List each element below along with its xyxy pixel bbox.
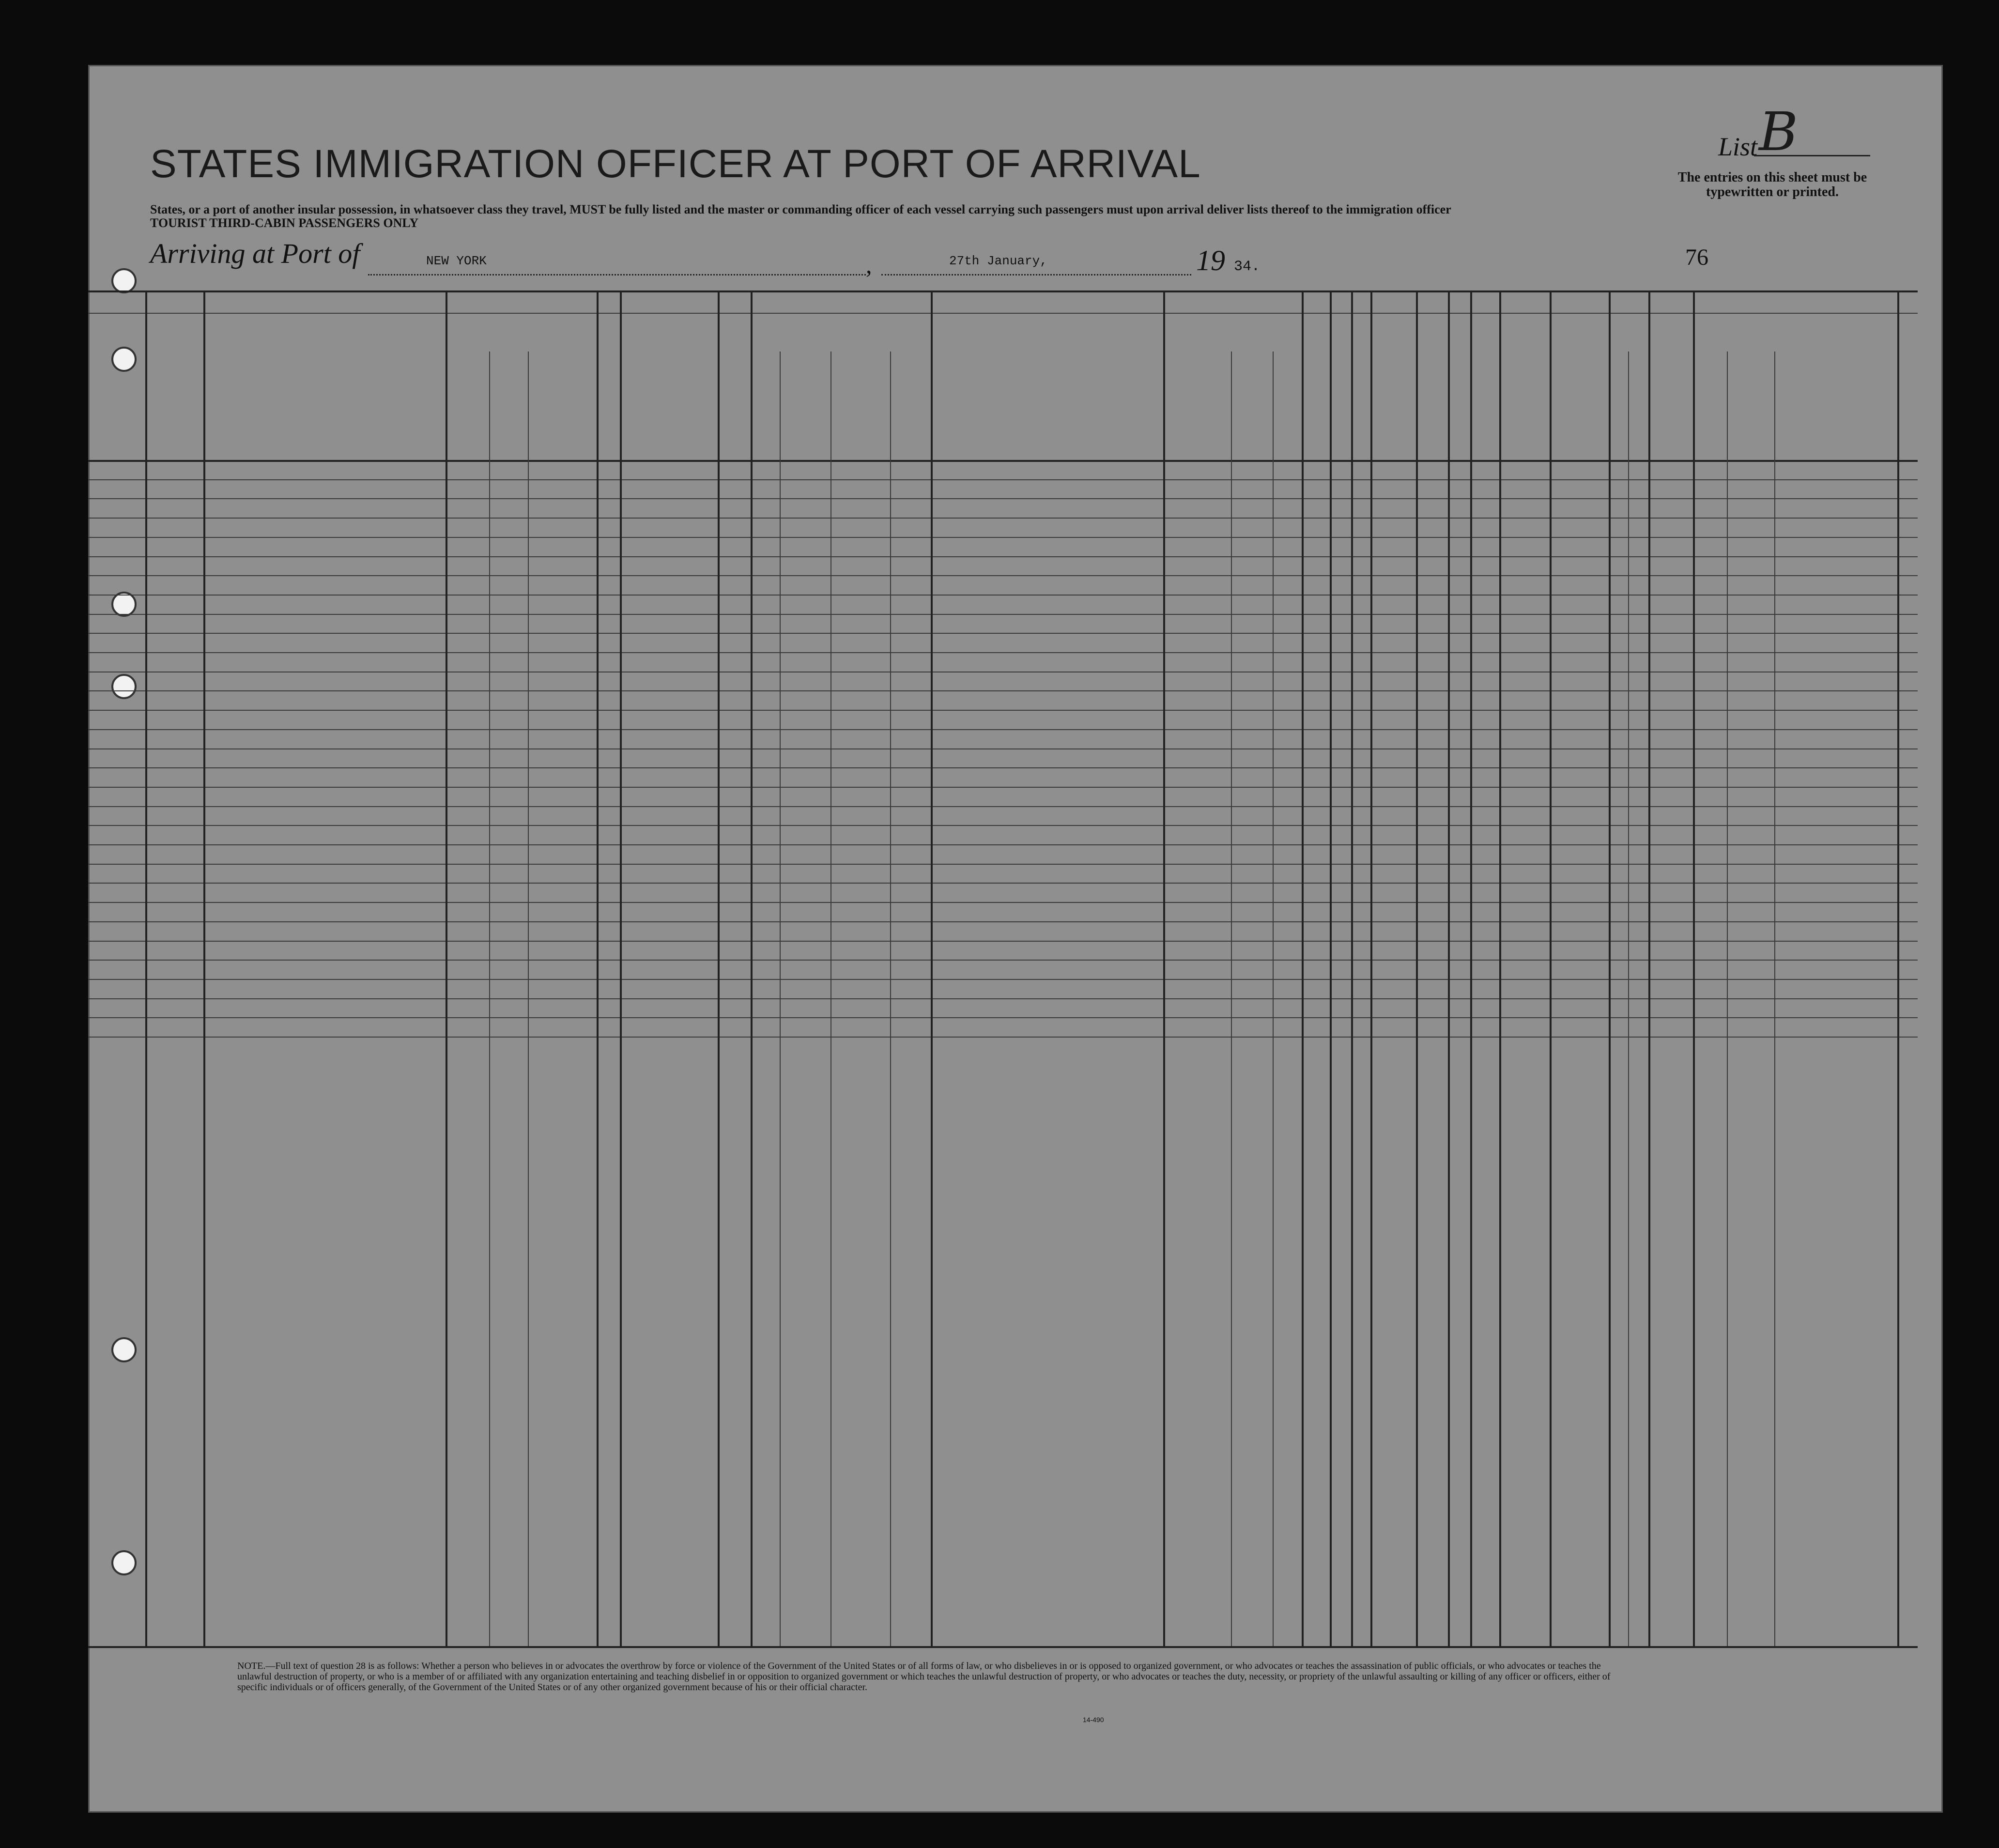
row-divider (88, 748, 1918, 749)
row-divider (88, 537, 1918, 538)
column-divider (1370, 290, 1372, 1646)
row-divider (88, 1017, 1918, 1018)
header-fifty-dollars (720, 320, 749, 455)
row-divider (88, 902, 1918, 903)
column-divider (1163, 290, 1165, 1646)
row-divider (88, 941, 1918, 942)
column-divider (446, 290, 447, 1646)
column-divider (620, 290, 622, 1646)
header-purpose-return (1165, 368, 1229, 455)
header-prison (1304, 339, 1328, 455)
row-divider (88, 710, 1918, 711)
column-divider (145, 290, 147, 1646)
header-offer (1418, 339, 1446, 455)
year-prefix: 19 (1196, 244, 1225, 276)
header-polygamist (1332, 339, 1349, 455)
entries-note: The entries on this sheet must be typewritten or printed. (1677, 170, 1867, 199)
row-divider (88, 767, 1918, 768)
column-divider (1648, 290, 1650, 1646)
header-citizen (1275, 368, 1300, 455)
sub-column-divider (830, 351, 831, 1646)
row-divider (88, 633, 1918, 634)
header-arrested (1472, 339, 1497, 455)
port-line (368, 274, 866, 275)
header-inches (1630, 426, 1646, 455)
column-divider (1448, 290, 1450, 1646)
column-divider (1470, 290, 1472, 1646)
row-divider (88, 998, 1918, 999)
column-number-divider (88, 313, 1918, 314)
header-excluded (1450, 339, 1468, 455)
header-bottom-border (88, 460, 1918, 462)
header-ticket (599, 320, 618, 455)
column-divider (1609, 290, 1611, 1646)
list-underline (1754, 155, 1870, 156)
table-top-border (88, 290, 1918, 292)
form-instruction: States, or a port of another insular possession, in whatsoever class they travel, MUST be fully listed and the master or commanding officer of each vessel carrying such passengers must upon arrival deliver lists thereof to the immigration officer (150, 202, 1451, 216)
sub-column-divider (890, 351, 891, 1646)
table-bottom-border (88, 1646, 1918, 1648)
page-number: 76 (1685, 244, 1708, 270)
column-divider (1897, 290, 1899, 1646)
sub-column-divider (1273, 351, 1274, 1646)
sub-column-divider (780, 351, 781, 1646)
column-divider (203, 290, 205, 1646)
row-divider (88, 518, 1918, 519)
sub-column-divider (528, 351, 529, 1646)
binder-hole (111, 268, 137, 293)
row-divider (88, 595, 1918, 596)
arriving-label: Arriving at Port of (150, 238, 360, 269)
row-divider (88, 960, 1918, 961)
form-title: STATES IMMIGRATION OFFICER AT PORT OF ARRIVAL (150, 142, 1201, 186)
row-divider (88, 614, 1918, 615)
row-divider (88, 825, 1918, 826)
sub-column-divider (1774, 351, 1775, 1646)
year-suffix: 34. (1234, 259, 1261, 275)
date-value: 27th January, (949, 254, 1047, 268)
column-divider (1693, 290, 1695, 1646)
port-value: NEW YORK (426, 254, 487, 268)
row-divider (88, 479, 1918, 480)
column-divider (751, 290, 753, 1646)
header-anarchist (1353, 339, 1369, 455)
row-divider (88, 575, 1918, 576)
row-divider (88, 1037, 1918, 1038)
row-divider (88, 787, 1918, 788)
column-divider (597, 290, 599, 1646)
row-divider (88, 498, 1918, 499)
header-overthrow (1372, 339, 1414, 455)
column-divider (1302, 290, 1304, 1646)
column-divider (1550, 290, 1552, 1646)
list-value: B (1759, 101, 1798, 163)
row-divider (88, 729, 1918, 730)
passenger-class: TOURIST THIRD-CABIN PASSENGERS ONLY (150, 216, 419, 230)
footer-note: NOTE.—Full text of question 28 is as follows: Whether a person who believes in or advocates the overthrow by force or violence of the Government of the United States or of all forms of law, or who disbelieves in or is opposed to organized government, or who advocates or teaches the assassination of public officials, or who advocates or teaches the unlawful destruction of property, or who is a member of or affiliated with any organization entertaining and teaching disbelief in or opposition to organized government or which teaches the unlawful destruction of property, or who advocates or teaches the duty, necessity, or propriety of the unlawful assaulting or killing of any officer or officers, either of specific individuals or of officers generally, of the Government of the United States or of any other organized government because of his or their official character. (237, 1661, 1611, 1693)
column-divider (931, 290, 933, 1646)
row-divider (88, 556, 1918, 557)
column-divider (1416, 290, 1418, 1646)
header-length-of-stay (1233, 368, 1271, 455)
binder-hole (111, 1337, 137, 1362)
sub-column-divider (1727, 351, 1728, 1646)
date-line (881, 274, 1191, 275)
row-divider (88, 883, 1918, 884)
comma: , (866, 251, 872, 278)
row-divider (88, 979, 1918, 980)
binder-hole (111, 674, 137, 699)
list-label: List (1718, 132, 1758, 161)
header-feet (1611, 426, 1626, 455)
sub-column-divider (1628, 351, 1629, 1646)
row-divider (88, 921, 1918, 922)
column-divider (718, 290, 720, 1646)
manifest-sheet (88, 65, 1943, 1813)
row-divider (88, 652, 1918, 653)
row-divider (88, 806, 1918, 807)
sub-column-divider (1231, 351, 1232, 1646)
row-divider (88, 844, 1918, 845)
binder-hole (111, 1550, 137, 1575)
column-divider (1330, 290, 1332, 1646)
column-divider (1499, 290, 1501, 1646)
column-divider (1351, 290, 1353, 1646)
binder-hole (111, 347, 137, 372)
row-divider (88, 864, 1918, 865)
sub-column-divider (489, 351, 490, 1646)
row-divider (88, 690, 1918, 691)
form-number: 14-490 (1083, 1716, 1104, 1724)
